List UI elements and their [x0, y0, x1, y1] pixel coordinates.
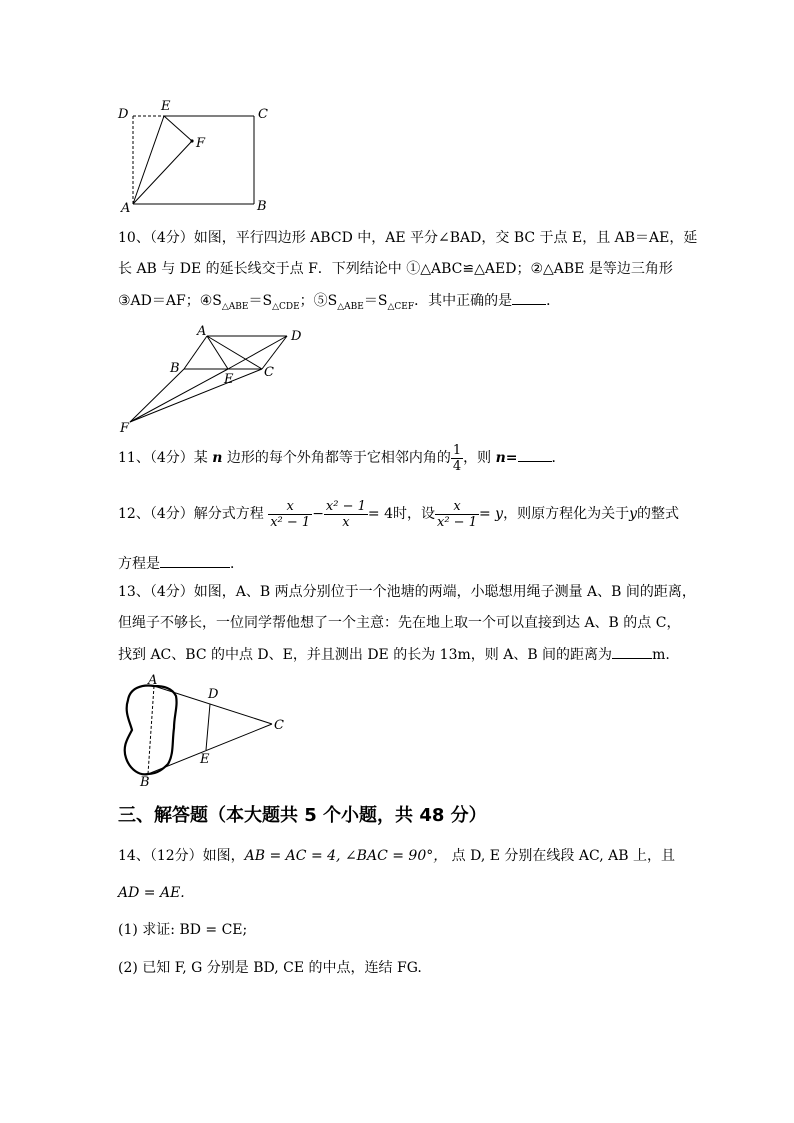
label-C: C	[264, 365, 274, 380]
figure-pond	[112, 672, 292, 790]
label-B: B	[170, 361, 180, 376]
label-D: D	[291, 329, 302, 344]
label-D: D	[118, 107, 129, 122]
label-A: A	[197, 324, 207, 339]
section-heading: 三、解答题（本大题共 5 个小题，共 48 分）	[118, 805, 487, 826]
label-F: F	[120, 421, 130, 436]
figure-rectangle	[112, 96, 282, 214]
q10-line1: 10、（4分）如图，平行四边形 ABCD 中，AE 平分∠BAD，交 BC 于点 E，且 AB＝AE，延	[118, 230, 698, 246]
label-D: D	[208, 687, 219, 702]
label-C: C	[258, 107, 268, 122]
answer-blank-q12	[160, 553, 230, 568]
label-E: E	[224, 372, 234, 387]
label-C: C	[274, 718, 284, 733]
label-F: F	[196, 136, 206, 151]
q10-line3: ③AD＝AF；$④S_{\triangle ABE}=S_{\triangle CDE}$；$⑤S_{\triangle ABE}=S_{\triangle CEF}$．其中正确的是 ．	[118, 290, 560, 317]
answer-blank-q11	[518, 447, 552, 462]
q13-line1: 13、（4分）如图，A、B 两点分别位于一个池塘的两端，小聪想用绳子测量 A、B 间的距离，	[118, 584, 696, 600]
q13-line3: 找到 AC、BC 的中点 D、E，并且测出 DE 的长为 13m，则 A、B 间的距离为 m.	[118, 644, 670, 665]
q12-line2: 方程是 ．	[118, 553, 244, 574]
q10-line2: 长 AB 与 DE 的延长线交于点 F．下列结论中 ①△ABC≌△AED；②△ABE 是等边三角形	[118, 261, 673, 277]
figure-parallelogram	[112, 320, 312, 438]
fraction-2: $\frac{\text{x² − 1}}{x}$	[325, 498, 366, 530]
q14-line1: 14、（12分）如图，AB = AC = 4, ∠BAC = 90°， 点 D, E 分别在线段 AC, AB 上，且	[118, 848, 675, 864]
label-B: B	[257, 199, 267, 214]
fraction-one-quarter: $\frac{1}{4}$	[452, 442, 462, 474]
q14-part2: (2) 已知 F, G 分别是 BD, CE 的中点，连结 FG.	[118, 960, 422, 976]
fraction-3: $\frac{x}{\text{x² − 1}}$	[437, 498, 477, 530]
label-A: A	[148, 673, 158, 688]
answer-blank-q10	[512, 290, 546, 305]
q12-line1: 12、（4分）解分式方程 $\frac{x}{\text{x² − 1}}$ − $\frac{\text{x² − 1}}{x}$ = 4时，设 $\frac{x}{\text{x² − 1}}$ = y，则原方程化为关于y的整式	[118, 498, 679, 530]
q14-line2: AD = AE.	[118, 885, 185, 901]
label-A: A	[121, 201, 131, 214]
label-B: B	[140, 775, 150, 790]
q13-line2: 但绳子不够长，一位同学帮他想了一个主意：先在地上取一个可以直接到达 A、B 的点 C，	[118, 615, 681, 631]
answer-blank-q13	[612, 644, 652, 659]
label-E: E	[161, 99, 171, 114]
q11-line: 11、（4分）某 n 边形的每个外角都等于它相邻内角的 $\frac{1}{4}$ ，则 n= ．	[118, 442, 566, 474]
label-E: E	[200, 752, 210, 767]
fraction-1: $\frac{x}{\text{x² − 1}}$	[270, 498, 311, 530]
q14-part1: (1) 求证: BD = CE;	[118, 922, 248, 938]
